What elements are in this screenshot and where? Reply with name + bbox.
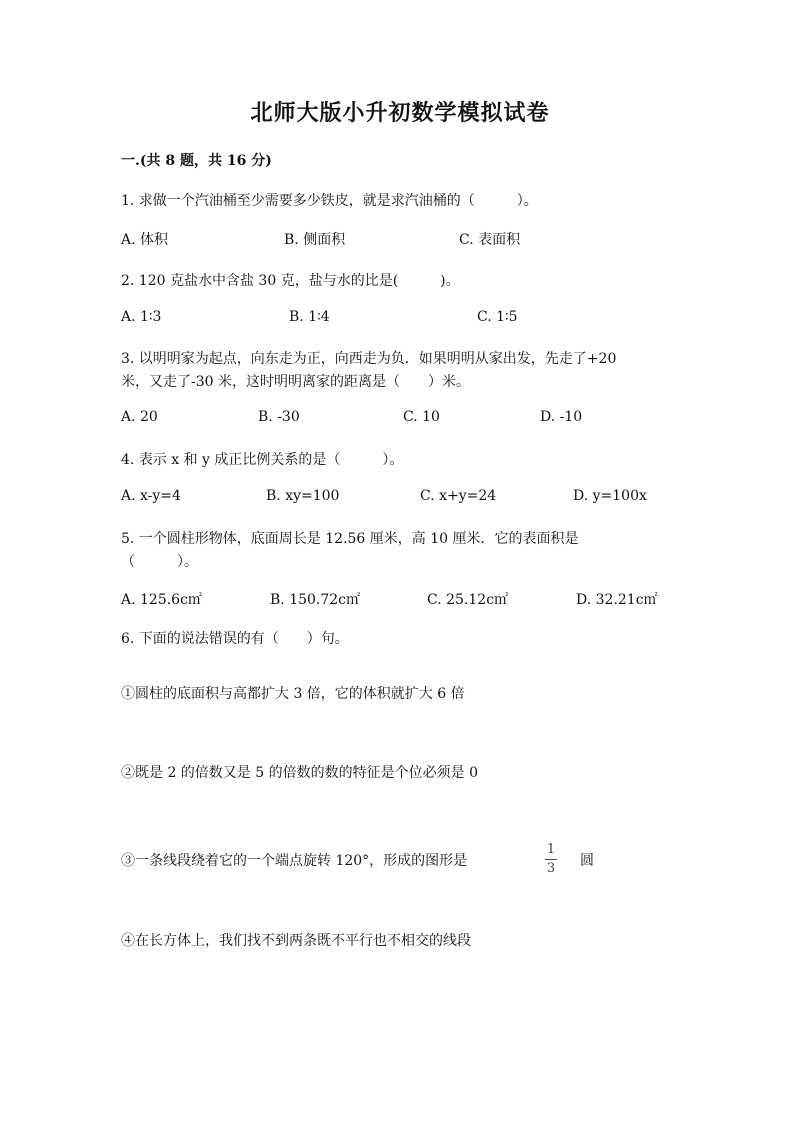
question-3-option-c[interactable]: C. 10 (403, 409, 440, 425)
fraction-numerator: 1 (546, 842, 556, 857)
question-5-text-line-1: 5. 一个圆柱形物体，底面周长是 12.56 厘米，高 10 厘米．它的表面积是 (121, 531, 579, 547)
question-1-text: 1. 求做一个汽油桶至少需要多少铁皮，就是求汽油桶的（ ）。 (121, 193, 538, 209)
question-2-option-b[interactable]: B. 1∶4 (289, 309, 330, 325)
question-6-text: 6. 下面的说法错误的有（ ）句。 (121, 631, 349, 647)
question-5-option-a[interactable]: A. 125.6c㎡ (121, 592, 202, 608)
question-3-text-line-1: 3. 以明明家为起点，向东走为正，向西走为负．如果明明从家出发，先走了+20 (121, 351, 617, 367)
fraction-bar (545, 859, 557, 860)
question-3-option-b[interactable]: B. -30 (258, 409, 300, 425)
question-4-option-b[interactable]: B. xy=100 (266, 488, 340, 504)
question-1-option-b[interactable]: B. 侧面积 (284, 232, 346, 248)
page-title: 北师大版小升初数学模拟试卷 (250, 100, 550, 126)
one-third-fraction (540, 843, 562, 876)
question-3-text-line-2: 米，又走了-30 米，这时明明离家的距离是（ ）米。 (121, 374, 470, 390)
question-4-option-a[interactable]: A. x-y=4 (121, 488, 181, 504)
question-2-option-a[interactable]: A. 1∶3 (121, 309, 162, 325)
question-1-option-c[interactable]: C. 表面积 (459, 232, 521, 248)
question-5-option-b[interactable]: B. 150.72c㎡ (270, 592, 361, 608)
question-2-text: 2. 120 克盐水中含盐 30 克，盐与水的比是( )。 (121, 273, 460, 289)
question-3-option-a[interactable]: A. 20 (121, 409, 158, 425)
fraction-suffix: 圆 (580, 853, 594, 869)
question-5-option-c[interactable]: C. 25.12c㎡ (427, 592, 509, 608)
question-4-text: 4. 表示 x 和 y 成正比例关系的是（ ）。 (121, 452, 404, 468)
question-6-statement-1: ①圆柱的底面积与高都扩大 3 倍，它的体积就扩大 6 倍 (121, 686, 465, 702)
question-1-option-a[interactable]: A. 体积 (121, 232, 169, 248)
section-heading: 一.(共 8 题，共 16 分) (121, 153, 272, 169)
fraction-denominator: 3 (546, 861, 556, 876)
question-4-option-c[interactable]: C. x+y=24 (420, 488, 497, 504)
question-5-option-d[interactable]: D. 32.21c㎡ (576, 592, 658, 608)
question-6-statement-4: ④在长方体上，我们找不到两条既不平行也不相交的线段 (121, 933, 471, 949)
question-6-statement-2: ②既是 2 的倍数又是 5 的倍数的数的特征是个位必须是 0 (121, 765, 478, 781)
question-5-text-line-2: （ ）。 (121, 554, 198, 570)
question-3-option-d[interactable]: D. -10 (540, 409, 583, 425)
question-4-option-d[interactable]: D. y=100x (573, 488, 647, 504)
question-2-option-c[interactable]: C. 1∶5 (477, 309, 518, 325)
question-6-statement-3: ③一条线段绕着它的一个端点旋转 120°，形成的图形是 (121, 853, 468, 869)
